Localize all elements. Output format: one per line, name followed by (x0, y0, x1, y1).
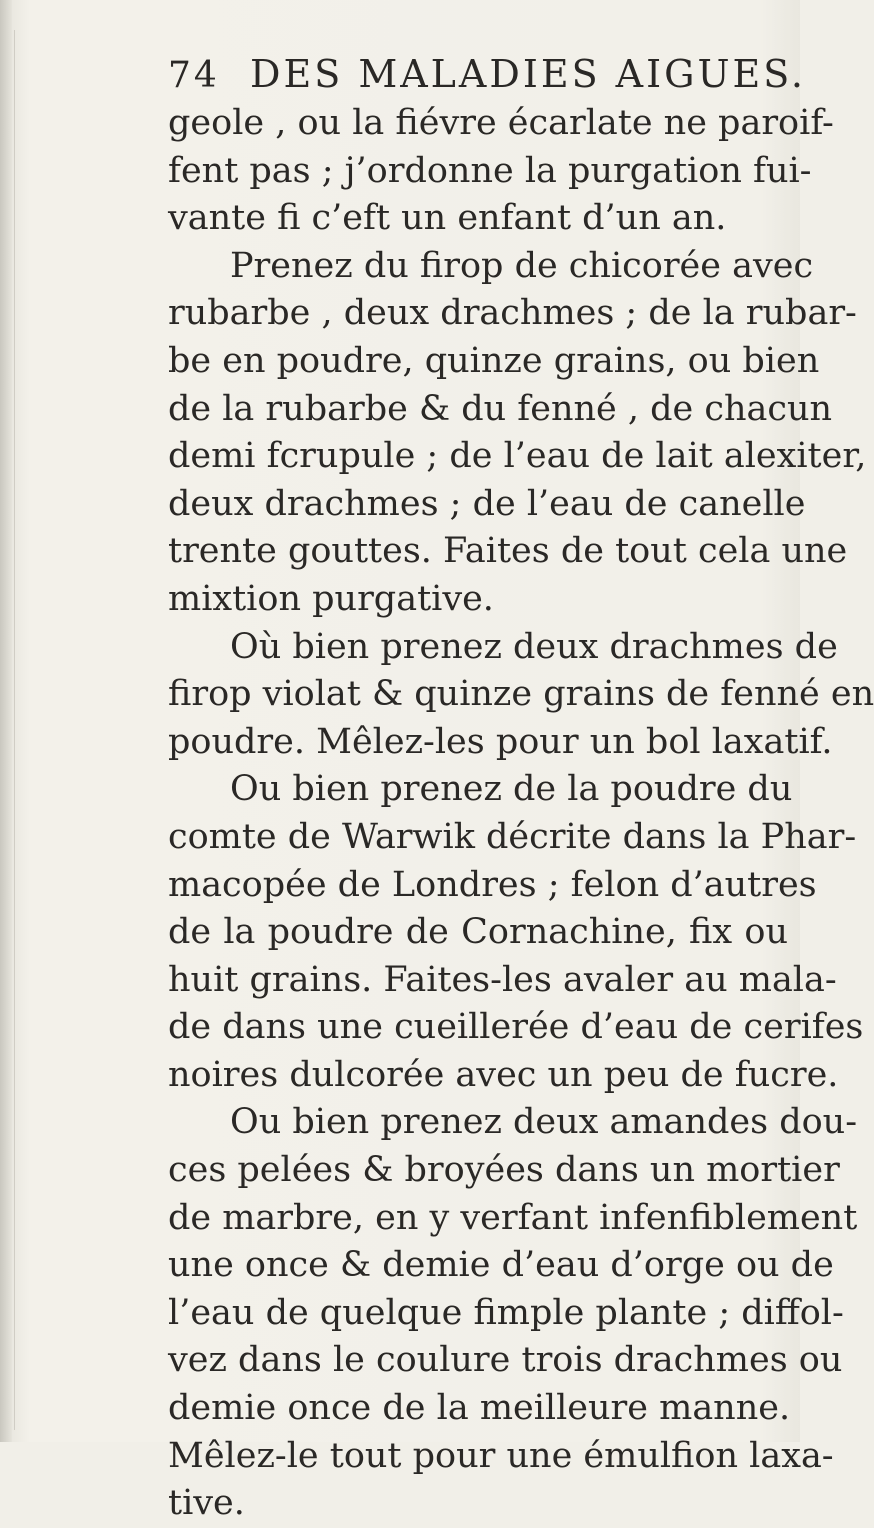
text-line: de la poudre de Cornachine, fix ou (168, 912, 788, 953)
text-line: firop violat & quinze grains de fenné en (168, 674, 874, 715)
text-block (168, 48, 874, 1528)
text-line: mixtion purgative. (168, 578, 494, 619)
text-line: macopée de Londres ; felon d’autres (168, 864, 817, 905)
text-line: deux drachmes ; de l’eau de canelle (168, 483, 806, 524)
text-line: de dans une cueillerée d’eau de cerifes (168, 1007, 864, 1048)
page-edge (14, 30, 15, 1430)
text-line: de la rubarbe & du fenné , de chacun (168, 388, 833, 429)
text-line: huit grains. Faites-les avaler au mala- (168, 959, 837, 1000)
text-line: Où bien prenez deux drachmes de (230, 626, 838, 667)
text-line: comte de Warwik décrite dans la Phar- (168, 816, 857, 857)
text-line: rubarbe , deux drachmes ; de la rubar- (168, 293, 857, 334)
text-line: Prenez du firop de chicorée avec (230, 245, 814, 286)
text-line: vez dans le coulure trois drachmes ou (168, 1340, 843, 1381)
text-line: l’eau de quelque fimple plante ; diffol- (168, 1292, 844, 1333)
text-line: de marbre, en y verfant infenfiblement (168, 1197, 858, 1238)
text-line: Ou bien prenez de la poudre du (230, 769, 793, 810)
text-line: demie once de la meilleure manne. (168, 1388, 791, 1429)
text-line: Mêlez-le tout pour une émulfion laxa- (168, 1435, 834, 1476)
text-line: noires dulcorée avec un peu de fucre. (168, 1054, 839, 1095)
text-line: Ou bien prenez deux amandes dou- (230, 1102, 858, 1143)
page-number: 74 (168, 55, 220, 96)
text-line: une once & demie d’eau d’orge ou de (168, 1245, 834, 1286)
text-line: be en poudre, quinze grains, ou bien (168, 340, 820, 381)
text-line: poudre. Mêlez-les pour un bol laxatif. (168, 721, 833, 762)
book-gutter (0, 0, 12, 1442)
text-line: geole , ou la fiévre écarlate ne paroif- (168, 103, 834, 143)
text-line: vante fi c’eft un enfant d’un an. (168, 198, 727, 239)
text-line: tive. (168, 1483, 245, 1524)
text-line: trente gouttes. Faites de tout cela une (168, 531, 848, 572)
text-line: demi fcrupule ; de l’eau de lait alexiter, (168, 436, 867, 477)
text-line: fent pas ; j’ordonne la purgation fui- (168, 150, 812, 191)
running-title: DES MALADIES AIGUES. (250, 52, 807, 96)
text-line: ces pelées & broyées dans un mortier (168, 1150, 840, 1191)
running-header (168, 48, 807, 100)
